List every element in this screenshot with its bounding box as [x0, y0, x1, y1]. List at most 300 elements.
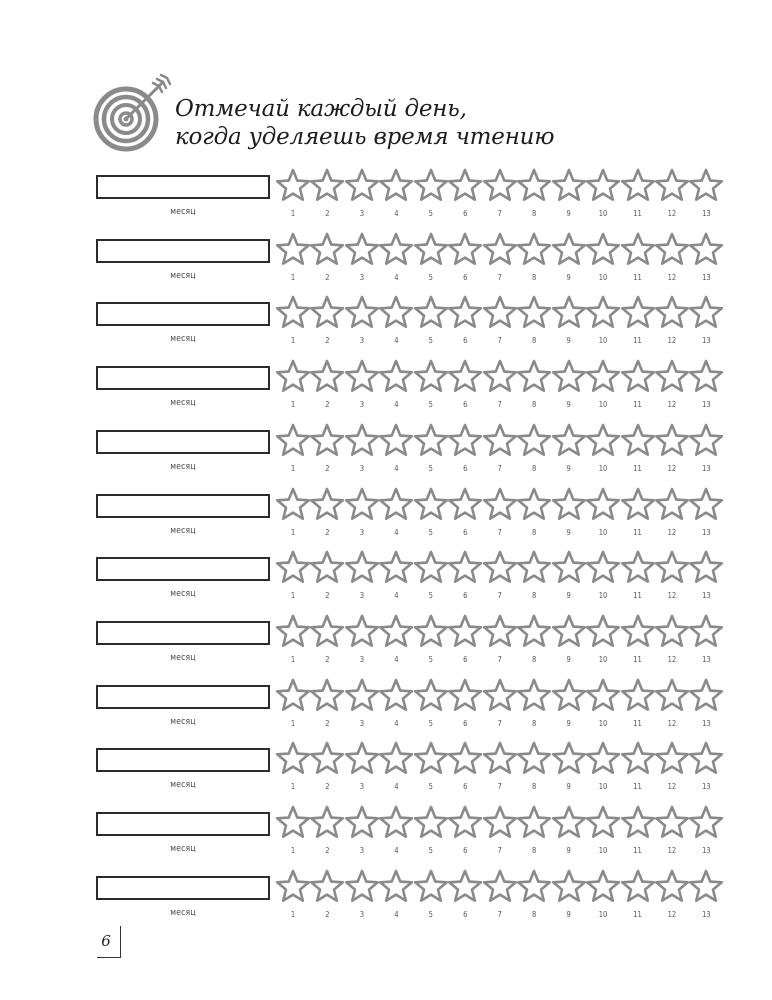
- day-number: 4: [394, 718, 399, 728]
- day-number: 13: [702, 400, 711, 410]
- day-number: 3: [359, 272, 365, 282]
- star-outline-icon[interactable]: [620, 550, 656, 584]
- star-outline-icon[interactable]: [688, 741, 724, 775]
- star-outline-icon[interactable]: [585, 614, 621, 648]
- day-number: 13: [702, 591, 711, 601]
- day-number: 13: [702, 527, 711, 537]
- day-number: 12: [667, 591, 677, 601]
- star-outline-icon[interactable]: [620, 487, 656, 521]
- star-outline-icon[interactable]: [654, 423, 690, 457]
- star-outline-icon[interactable]: [482, 869, 518, 903]
- star-outline-icon[interactable]: [482, 232, 518, 266]
- day-number: 5: [428, 654, 433, 664]
- star-outline-icon[interactable]: [654, 487, 690, 521]
- star-outline-icon[interactable]: [516, 741, 552, 775]
- star-outline-icon[interactable]: [654, 805, 690, 839]
- star-outline-icon[interactable]: [344, 614, 380, 648]
- star-outline-icon[interactable]: [447, 168, 483, 202]
- day-number: 10: [598, 909, 608, 919]
- day-number: 3: [359, 782, 365, 792]
- star-outline-icon[interactable]: [309, 487, 345, 521]
- star-outline-icon[interactable]: [309, 359, 345, 393]
- star-outline-icon[interactable]: [620, 614, 656, 648]
- day-number: 8: [531, 209, 537, 218]
- star-outline-icon[interactable]: [585, 550, 621, 584]
- day-number: 3: [359, 463, 365, 473]
- star-outline-icon[interactable]: [309, 678, 345, 712]
- day-number: 13: [702, 336, 711, 346]
- day-number: 3: [359, 591, 365, 601]
- star-outline-icon[interactable]: [275, 295, 311, 329]
- day-number: 3: [359, 718, 365, 728]
- day-number: 11: [633, 209, 642, 218]
- star-outline-icon[interactable]: [585, 805, 621, 839]
- day-number: 2: [325, 527, 330, 537]
- day-number: 3: [359, 654, 365, 664]
- star-outline-icon[interactable]: [551, 232, 587, 266]
- day-number: 10: [598, 782, 608, 792]
- day-number: 2: [325, 782, 330, 792]
- day-number: 4: [394, 591, 399, 601]
- star-outline-icon[interactable]: [447, 805, 483, 839]
- star-outline-icon[interactable]: [551, 550, 587, 584]
- day-number: 7: [497, 209, 502, 218]
- star-outline-icon[interactable]: [620, 869, 656, 903]
- star-outline-icon[interactable]: [516, 423, 552, 457]
- day-number: 10: [598, 400, 608, 410]
- star-outline-icon[interactable]: [620, 295, 656, 329]
- star-outline-icon[interactable]: [413, 614, 449, 648]
- star-outline-icon[interactable]: [344, 805, 380, 839]
- day-number: 11: [633, 591, 642, 601]
- day-number: 11: [633, 654, 642, 664]
- star-outline-icon[interactable]: [482, 805, 518, 839]
- star-outline-icon[interactable]: [378, 614, 414, 648]
- star-outline-icon[interactable]: [413, 805, 449, 839]
- star-outline-icon[interactable]: [482, 168, 518, 202]
- month-input-box[interactable]: [96, 239, 270, 263]
- day-number: 11: [633, 527, 642, 537]
- star-outline-icon[interactable]: [551, 359, 587, 393]
- day-number: 6: [463, 527, 468, 537]
- star-outline-icon[interactable]: [551, 487, 587, 521]
- day-number: 10: [598, 654, 608, 664]
- day-number: 10: [598, 272, 608, 282]
- star-outline-icon[interactable]: [309, 423, 345, 457]
- day-number: 2: [325, 400, 330, 410]
- month-row: [0, 876, 772, 926]
- month-input-box[interactable]: [96, 748, 270, 772]
- month-input-box[interactable]: [96, 876, 270, 900]
- day-number: 11: [633, 336, 642, 346]
- month-label: месяц: [170, 716, 196, 727]
- star-outline-icon[interactable]: [447, 741, 483, 775]
- day-number: 2: [325, 209, 330, 218]
- star-outline-icon[interactable]: [378, 550, 414, 584]
- star-outline-icon[interactable]: [275, 550, 311, 584]
- day-number: 12: [667, 209, 677, 218]
- month-input-box[interactable]: [96, 494, 270, 518]
- star-outline-icon[interactable]: [516, 232, 552, 266]
- star-outline-icon[interactable]: [447, 232, 483, 266]
- star-outline-icon[interactable]: [551, 614, 587, 648]
- day-number: 13: [702, 909, 711, 919]
- day-number: 12: [667, 782, 677, 792]
- star-outline-icon[interactable]: [413, 168, 449, 202]
- star-outline-icon[interactable]: [378, 232, 414, 266]
- star-outline-icon[interactable]: [688, 805, 724, 839]
- day-number: 8: [531, 527, 537, 537]
- star-outline-icon[interactable]: [551, 295, 587, 329]
- star-outline-icon[interactable]: [309, 295, 345, 329]
- day-number: 7: [497, 272, 502, 282]
- star-outline-icon[interactable]: [585, 869, 621, 903]
- day-number: 5: [428, 463, 433, 473]
- day-number: 9: [566, 209, 571, 218]
- star-outline-icon[interactable]: [551, 168, 587, 202]
- day-number: 8: [531, 400, 537, 410]
- day-number: 7: [497, 400, 502, 410]
- star-outline-icon[interactable]: [413, 550, 449, 584]
- month-row: [0, 302, 772, 352]
- month-input-box[interactable]: [96, 302, 270, 326]
- day-number: 11: [633, 846, 642, 855]
- star-outline-icon[interactable]: [585, 487, 621, 521]
- star-outline-icon[interactable]: [275, 869, 311, 903]
- month-label: месяц: [170, 844, 196, 854]
- star-outline-icon[interactable]: [309, 614, 345, 648]
- star-outline-icon[interactable]: [413, 295, 449, 329]
- star-outline-icon[interactable]: [654, 741, 690, 775]
- star-outline-icon[interactable]: [447, 869, 483, 903]
- star-outline-icon[interactable]: [447, 359, 483, 393]
- star-outline-icon[interactable]: [688, 487, 724, 521]
- day-number: 12: [667, 909, 677, 919]
- day-number: 12: [667, 463, 677, 473]
- month-row: [0, 557, 772, 607]
- page-number: 6: [101, 932, 111, 950]
- star-outline-icon[interactable]: [654, 678, 690, 712]
- star-outline-icon[interactable]: [688, 359, 724, 393]
- day-number: 2: [325, 909, 330, 919]
- star-outline-icon[interactable]: [378, 678, 414, 712]
- star-outline-icon[interactable]: [413, 487, 449, 521]
- day-number: 4: [394, 463, 399, 473]
- star-outline-icon[interactable]: [516, 168, 552, 202]
- day-number: 4: [394, 209, 399, 218]
- day-number: 3: [359, 336, 365, 346]
- day-number: 9: [566, 909, 571, 919]
- day-number: 1: [290, 272, 296, 282]
- star-outline-icon[interactable]: [688, 869, 724, 903]
- day-number: 10: [598, 718, 608, 728]
- star-outline-icon[interactable]: [620, 232, 656, 266]
- day-number: 12: [667, 527, 677, 537]
- day-number: 13: [702, 782, 711, 792]
- star-outline-icon[interactable]: [482, 741, 518, 775]
- day-number: 2: [325, 718, 330, 728]
- star-outline-icon[interactable]: [585, 168, 621, 202]
- star-outline-icon[interactable]: [275, 168, 311, 202]
- star-outline-icon[interactable]: [585, 295, 621, 329]
- star-outline-icon[interactable]: [516, 487, 552, 521]
- day-number: 4: [394, 400, 399, 410]
- star-outline-icon[interactable]: [309, 550, 345, 584]
- star-outline-icon[interactable]: [447, 614, 483, 648]
- star-outline-icon[interactable]: [688, 423, 724, 457]
- day-number: 5: [428, 336, 433, 346]
- day-number: 1: [290, 846, 296, 855]
- day-number: 1: [290, 463, 296, 473]
- star-outline-icon[interactable]: [654, 168, 690, 202]
- day-number: 6: [463, 909, 468, 919]
- day-number: 9: [566, 463, 571, 473]
- star-outline-icon[interactable]: [447, 678, 483, 712]
- day-number: 6: [463, 463, 468, 473]
- day-number: 3: [359, 400, 365, 410]
- star-outline-icon[interactable]: [482, 678, 518, 712]
- star-outline-icon[interactable]: [344, 550, 380, 584]
- star-outline-icon[interactable]: [275, 678, 311, 712]
- month-input-box[interactable]: [96, 812, 270, 836]
- star-outline-icon[interactable]: [516, 550, 552, 584]
- day-number: 7: [497, 336, 502, 346]
- day-number: 5: [428, 209, 433, 218]
- month-label: месяц: [170, 270, 196, 281]
- month-label: месяц: [170, 398, 196, 409]
- day-number: 7: [497, 654, 502, 664]
- star-outline-icon[interactable]: [688, 614, 724, 648]
- star-outline-icon[interactable]: [413, 741, 449, 775]
- day-number: 8: [531, 718, 537, 728]
- star-outline-icon[interactable]: [516, 805, 552, 839]
- day-number: 6: [463, 846, 468, 855]
- star-outline-icon[interactable]: [344, 869, 380, 903]
- star-outline-icon[interactable]: [482, 295, 518, 329]
- star-outline-icon[interactable]: [344, 487, 380, 521]
- month-input-box[interactable]: [96, 175, 270, 199]
- star-outline-icon[interactable]: [413, 423, 449, 457]
- month-input-box[interactable]: [96, 430, 270, 454]
- star-outline-icon[interactable]: [447, 487, 483, 521]
- month-row: [0, 621, 772, 671]
- day-number: 6: [463, 336, 468, 346]
- month-label: месяц: [170, 461, 196, 472]
- star-outline-icon[interactable]: [344, 168, 380, 202]
- star-outline-icon[interactable]: [309, 869, 345, 903]
- day-number: 5: [428, 591, 433, 601]
- star-outline-icon[interactable]: [447, 423, 483, 457]
- month-input-box[interactable]: [96, 621, 270, 645]
- day-number: 5: [428, 909, 433, 919]
- star-outline-icon[interactable]: [688, 678, 724, 712]
- day-number: 10: [598, 209, 608, 218]
- star-outline-icon[interactable]: [344, 678, 380, 712]
- day-number: 10: [598, 336, 608, 346]
- day-number: 2: [325, 336, 330, 346]
- day-number: 2: [325, 463, 330, 473]
- star-outline-icon[interactable]: [620, 741, 656, 775]
- day-number: 9: [566, 591, 571, 601]
- day-number: 3: [359, 527, 365, 537]
- star-outline-icon[interactable]: [378, 487, 414, 521]
- month-row: [0, 685, 772, 735]
- star-outline-icon[interactable]: [275, 614, 311, 648]
- day-number: 12: [667, 400, 677, 410]
- star-outline-icon[interactable]: [275, 423, 311, 457]
- star-outline-icon[interactable]: [482, 423, 518, 457]
- star-outline-icon[interactable]: [516, 869, 552, 903]
- month-label: месяц: [170, 589, 196, 600]
- day-number: 9: [566, 336, 571, 346]
- day-number: 4: [394, 272, 399, 282]
- day-number: 9: [566, 782, 571, 792]
- day-number: 11: [633, 400, 642, 410]
- star-outline-icon[interactable]: [378, 168, 414, 202]
- star-outline-icon[interactable]: [551, 805, 587, 839]
- star-outline-icon[interactable]: [654, 869, 690, 903]
- star-outline-icon[interactable]: [344, 295, 380, 329]
- day-number: 13: [702, 209, 711, 218]
- day-number: 6: [463, 209, 468, 218]
- month-row: [0, 494, 772, 544]
- star-outline-icon[interactable]: [413, 232, 449, 266]
- day-number: 10: [598, 463, 608, 473]
- day-number: 7: [497, 527, 502, 537]
- star-outline-icon[interactable]: [309, 741, 345, 775]
- star-outline-icon[interactable]: [654, 232, 690, 266]
- star-outline-icon[interactable]: [344, 359, 380, 393]
- star-outline-icon[interactable]: [620, 678, 656, 712]
- day-number: 6: [463, 591, 468, 601]
- day-number: 1: [290, 909, 296, 919]
- day-number: 5: [428, 527, 433, 537]
- day-number: 8: [531, 272, 537, 282]
- star-outline-icon[interactable]: [688, 168, 724, 202]
- month-label: месяц: [170, 907, 196, 918]
- month-label: месяц: [170, 334, 196, 345]
- day-number: 5: [428, 846, 433, 855]
- day-number: 10: [598, 591, 608, 601]
- star-outline-icon[interactable]: [585, 678, 621, 712]
- day-number: 11: [633, 463, 642, 473]
- star-outline-icon[interactable]: [482, 550, 518, 584]
- day-number: 2: [325, 272, 330, 282]
- star-outline-icon[interactable]: [378, 741, 414, 775]
- day-number: 8: [531, 463, 537, 473]
- star-outline-icon[interactable]: [275, 232, 311, 266]
- star-outline-icon[interactable]: [620, 423, 656, 457]
- star-outline-icon[interactable]: [413, 869, 449, 903]
- star-outline-icon[interactable]: [447, 550, 483, 584]
- day-number: 5: [428, 400, 433, 410]
- day-number: 3: [359, 909, 365, 919]
- star-outline-icon[interactable]: [551, 741, 587, 775]
- star-outline-icon[interactable]: [344, 741, 380, 775]
- star-outline-icon[interactable]: [378, 359, 414, 393]
- day-number: 3: [359, 846, 365, 855]
- day-number: 13: [702, 718, 711, 728]
- star-outline-icon[interactable]: [516, 678, 552, 712]
- star-outline-icon[interactable]: [309, 805, 345, 839]
- star-outline-icon[interactable]: [688, 232, 724, 266]
- day-number: 4: [394, 909, 399, 919]
- star-outline-icon[interactable]: [344, 232, 380, 266]
- star-outline-icon[interactable]: [585, 741, 621, 775]
- star-outline-icon[interactable]: [413, 678, 449, 712]
- month-input-box[interactable]: [96, 685, 270, 709]
- star-outline-icon[interactable]: [413, 359, 449, 393]
- month-label: месяц: [170, 525, 196, 536]
- star-outline-icon[interactable]: [344, 423, 380, 457]
- star-outline-icon[interactable]: [551, 423, 587, 457]
- star-outline-icon[interactable]: [309, 168, 345, 202]
- day-number: 13: [702, 272, 711, 282]
- star-outline-icon[interactable]: [620, 168, 656, 202]
- day-number: 5: [428, 782, 433, 792]
- star-outline-icon[interactable]: [654, 550, 690, 584]
- star-outline-icon[interactable]: [688, 295, 724, 329]
- star-outline-icon[interactable]: [275, 359, 311, 393]
- star-outline-icon[interactable]: [654, 295, 690, 329]
- star-outline-icon[interactable]: [585, 232, 621, 266]
- day-number: 8: [531, 591, 537, 601]
- star-outline-icon[interactable]: [378, 869, 414, 903]
- month-input-box[interactable]: [96, 557, 270, 581]
- star-outline-icon[interactable]: [378, 423, 414, 457]
- star-outline-icon[interactable]: [275, 487, 311, 521]
- day-number: 12: [667, 336, 677, 346]
- star-outline-icon[interactable]: [585, 423, 621, 457]
- day-number: 11: [633, 718, 642, 728]
- star-outline-icon[interactable]: [688, 550, 724, 584]
- star-outline-icon[interactable]: [275, 805, 311, 839]
- day-number: 13: [702, 463, 711, 473]
- day-number: 9: [566, 718, 571, 728]
- star-outline-icon[interactable]: [551, 678, 587, 712]
- star-outline-icon[interactable]: [482, 614, 518, 648]
- star-outline-icon[interactable]: [654, 359, 690, 393]
- star-outline-icon[interactable]: [482, 487, 518, 521]
- star-outline-icon[interactable]: [378, 295, 414, 329]
- star-outline-icon[interactable]: [551, 869, 587, 903]
- star-outline-icon[interactable]: [516, 359, 552, 393]
- day-number: 6: [463, 654, 468, 664]
- month-input-box[interactable]: [96, 366, 270, 390]
- month-label: месяц: [170, 780, 196, 791]
- day-number: 1: [290, 782, 296, 792]
- day-number: 1: [290, 209, 296, 218]
- month-label: месяц: [170, 207, 196, 217]
- day-number: 1: [290, 654, 296, 664]
- star-outline-icon[interactable]: [309, 232, 345, 266]
- star-outline-icon[interactable]: [620, 359, 656, 393]
- day-number: 6: [463, 272, 468, 282]
- star-outline-icon[interactable]: [516, 614, 552, 648]
- star-outline-icon[interactable]: [654, 614, 690, 648]
- day-number: 7: [497, 846, 502, 855]
- star-outline-icon[interactable]: [378, 805, 414, 839]
- star-outline-icon[interactable]: [585, 359, 621, 393]
- star-outline-icon[interactable]: [482, 359, 518, 393]
- star-outline-icon[interactable]: [447, 295, 483, 329]
- day-number: 1: [290, 718, 296, 728]
- day-number: 1: [290, 591, 296, 601]
- star-outline-icon[interactable]: [516, 295, 552, 329]
- day-number: 8: [531, 846, 537, 855]
- star-outline-icon[interactable]: [275, 741, 311, 775]
- star-outline-icon[interactable]: [620, 805, 656, 839]
